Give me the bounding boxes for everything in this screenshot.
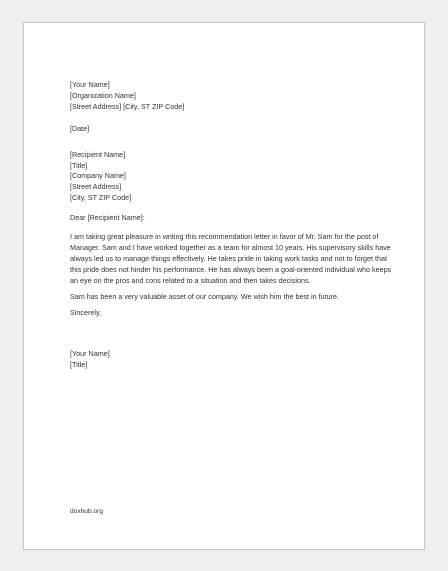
letter-content — [70, 80, 400, 371]
sender-address: [Street Address] [City, ST ZIP Code] — [70, 101, 185, 111]
recipient-company: [Company Name] — [70, 171, 126, 181]
salutation: Dear [Recipient Name]: — [70, 213, 145, 223]
letter-date: [Date] — [70, 123, 90, 133]
signature-name: [Your Name] — [70, 349, 110, 359]
recipient-title: [Title] — [70, 160, 88, 170]
body-paragraph-1: I am taking great pleasure in writing this recommendation letter in favor of Mr. Sam for the post of Manager. Sam and I have worked together as a team for almost 10 years. His supervisory skills have always led us to manage things effectively. He takes pride in taking work tasks and not to forget that this pride does not hinder his performance. He has always been a goal-oriented individual who keeps an eye on the pros and cons related to a situation and then takes decisions. — [70, 232, 392, 285]
recipient-street: [Street Address] — [70, 182, 122, 192]
recipient-city: [City, ST ZIP Code] — [70, 193, 132, 203]
recipient-name: [Recipient Name] — [70, 149, 126, 159]
footer-source: doxhub.org — [70, 508, 103, 515]
document-page — [23, 22, 425, 550]
closing: Sincerely, — [70, 307, 102, 317]
sender-name: [Your Name] — [70, 80, 110, 89]
body-paragraph-2: Sam has been a very valuable asset of our company. We wish him the best in future. — [70, 291, 340, 301]
signature-title: [Title] — [70, 360, 88, 370]
sender-organization: [Organization Name] — [70, 90, 136, 100]
